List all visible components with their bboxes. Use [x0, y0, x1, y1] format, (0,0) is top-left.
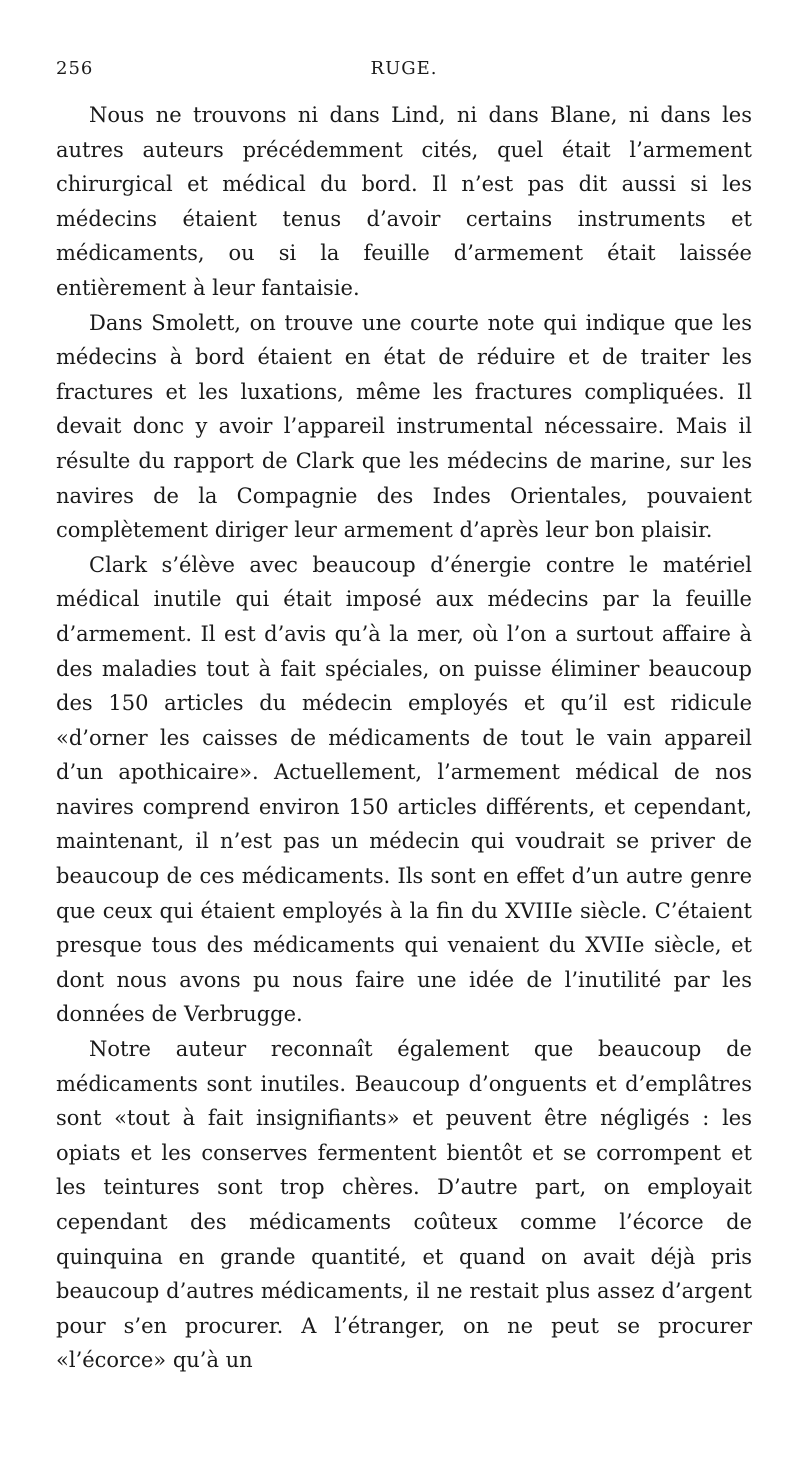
paragraph: Notre auteur reconnaît également que beaucoup de médicaments sont inutiles. Beaucoup d’onguents et d’emplâtres sont «tout à fait insignifiants» et peuvent être négligés : les opiats et les conserves fermentent bientôt et se corrompent et les teintures sont trop chères. D’autre part, on employait cependant des médicaments coûteux comme l’écorce de quinquina en grande quantité, et quand on avait déjà pris beaucoup d’autres médicaments, il ne restait plus assez d’argent pour s’en procurer. A l’étranger, on ne peut se procurer «l’écorce» qu’à un	[56, 1037, 752, 1373]
paragraph: Clark s’élève avec beaucoup d’énergie contre le matériel médical inutile qui était imposé aux médecins par la feuille d’armement. Il est d’avis qu’à la mer, où l’on a surtout affaire à des maladies tout à fait spéciales, on puisse éliminer beaucoup des 150 articles du médecin employés et qu’il est ridicule «d’orner les caisses de médicaments de tout le vain appareil d’un apothicaire». Actuellement, l’armement médical de nos navires comprend environ 150 articles différents, et cependant, maintenant, il n’est pas un médecin qui voudrait se priver de beaucoup de ces médicaments. Ils sont en effet d’un autre genre que ceux qui étaient employés à la fin du XVIIIe siècle. C’étaient presque tous des médicaments qui venaient du XVIIe siècle, et dont nous avons pu nous faire une idée de l’inutilité par les données de Verbrugge.	[56, 552, 752, 1027]
body-text	[56, 98, 752, 1378]
running-head: RUGE.	[370, 58, 438, 79]
page-number: 256	[56, 58, 94, 79]
paragraph: Nous ne trouvons ni dans Lind, ni dans Blane, ni dans les autres auteurs précédemment cités, quel était l’armement chirurgical et médical du bord. Il n’est pas dit aussi si les médecins étaient tenus d’avoir certains instruments et médicaments, ou si la feuille d’armement était laissée entièrement à leur fantaisie.	[56, 103, 752, 300]
page-header	[56, 58, 752, 88]
paragraph: Dans Smolett, on trouve une courte note qui indique que les médecins à bord étaient en état de réduire et de traiter les fractures et les luxations, même les fractures compliquées. Il devait donc y avoir l’appareil instrumental nécessaire. Mais il résulte du rapport de Clark que les médecins de marine, sur les navires de la Compagnie des Indes Orientales, pouvaient complètement diriger leur armement d’après leur bon plaisir.	[56, 310, 752, 543]
